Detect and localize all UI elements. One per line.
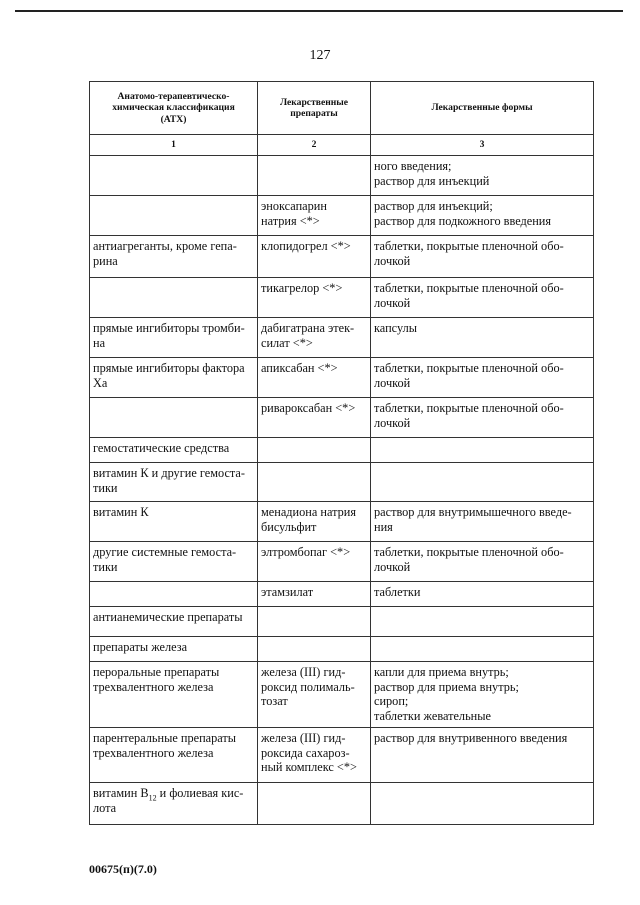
drug-cell: менадиона натрия бисульфит bbox=[258, 502, 371, 542]
drug-cell: дабигатрана этек- силат <*> bbox=[258, 318, 371, 358]
column-number: 3 bbox=[371, 135, 594, 156]
atx-cell: пероральные препараты трехвалентного железа bbox=[90, 662, 258, 728]
drug-cell: тикагрелор <*> bbox=[258, 278, 371, 318]
atx-cell: другие системные гемоста- тики bbox=[90, 542, 258, 582]
table-row bbox=[90, 236, 594, 278]
form-cell bbox=[371, 463, 594, 502]
atx-cell: антианемические препараты bbox=[90, 607, 258, 637]
atx-cell: препараты железа bbox=[90, 637, 258, 662]
form-cell: таблетки, покрытые пленочной обо- лочкой bbox=[371, 542, 594, 582]
header-atx: Анатомо-терапевтическо- химическая классификация (АТХ) bbox=[90, 82, 258, 135]
form-cell: ного введения; раствор для инъекций bbox=[371, 156, 594, 196]
column-number-row bbox=[90, 135, 594, 156]
drug-cell bbox=[258, 607, 371, 637]
table-row bbox=[90, 278, 594, 318]
drug-cell bbox=[258, 438, 371, 463]
table-row bbox=[90, 728, 594, 783]
header-drugs: Лекарственные препараты bbox=[258, 82, 371, 135]
form-cell: раствор для внутривенного введения bbox=[371, 728, 594, 783]
page-number: 127 bbox=[309, 48, 331, 63]
drug-cell: клопидогрел <*> bbox=[258, 236, 371, 278]
table-row bbox=[90, 542, 594, 582]
form-cell: раствор для инъекций; раствор для подкожного введения bbox=[371, 196, 594, 236]
drug-cell: этамзилат bbox=[258, 582, 371, 607]
form-cell bbox=[371, 783, 594, 825]
drug-cell: апиксабан <*> bbox=[258, 358, 371, 398]
table-row bbox=[90, 358, 594, 398]
atx-cell: прямые ингибиторы фактора Ха bbox=[90, 358, 258, 398]
table-row bbox=[90, 662, 594, 728]
drug-cell: ривароксабан <*> bbox=[258, 398, 371, 438]
drug-cell bbox=[258, 156, 371, 196]
atx-cell: прямые ингибиторы тромби- на bbox=[90, 318, 258, 358]
table-row bbox=[90, 438, 594, 463]
form-cell bbox=[371, 607, 594, 637]
drug-cell bbox=[258, 783, 371, 825]
table-row bbox=[90, 398, 594, 438]
atx-cell bbox=[90, 582, 258, 607]
atx-cell: витамин К и другие гемоста- тики bbox=[90, 463, 258, 502]
form-cell: таблетки, покрытые пленочной обо- лочкой bbox=[371, 278, 594, 318]
atx-cell bbox=[90, 156, 258, 196]
atx-cell: витамин К bbox=[90, 502, 258, 542]
atx-cell: гемостатические средства bbox=[90, 438, 258, 463]
table-row bbox=[90, 318, 594, 358]
table-row bbox=[90, 607, 594, 637]
table-row bbox=[90, 156, 594, 196]
drug-cell: элтромбопаг <*> bbox=[258, 542, 371, 582]
table-row bbox=[90, 196, 594, 236]
atx-cell bbox=[90, 196, 258, 236]
top-rule bbox=[15, 10, 623, 12]
form-cell: таблетки, покрытые пленочной обо- лочкой bbox=[371, 398, 594, 438]
drug-cell: железа (III) гид- роксид полималь- тозат bbox=[258, 662, 371, 728]
atx-cell bbox=[90, 398, 258, 438]
form-cell: раствор для внутримышечного введе- ния bbox=[371, 502, 594, 542]
form-cell: таблетки, покрытые пленочной обо- лочкой bbox=[371, 236, 594, 278]
form-cell bbox=[371, 438, 594, 463]
atx-cell: витамин $В_{12}$ и фолиевая кис- лота bbox=[90, 783, 258, 825]
form-cell bbox=[371, 637, 594, 662]
drug-cell bbox=[258, 637, 371, 662]
document-code: 00675(п)(7.0) bbox=[89, 862, 157, 876]
atx-cell: антиагреганты, кроме гепа- рина bbox=[90, 236, 258, 278]
drug-cell: железа (III) гид- роксида сахароз- ный комплекс <*> bbox=[258, 728, 371, 783]
table-row bbox=[90, 582, 594, 607]
table-header-row bbox=[90, 82, 594, 135]
form-cell: таблетки, покрытые пленочной обо- лочкой bbox=[371, 358, 594, 398]
drug-cell bbox=[258, 463, 371, 502]
column-number: 1 bbox=[90, 135, 258, 156]
form-cell: капли для приема внутрь; раствор для приема внутрь; сироп; таблетки жевательные bbox=[371, 662, 594, 728]
column-number: 2 bbox=[258, 135, 371, 156]
atx-cell bbox=[90, 278, 258, 318]
header-forms: Лекарственные формы bbox=[371, 82, 594, 135]
drug-table bbox=[89, 81, 594, 825]
form-cell: таблетки bbox=[371, 582, 594, 607]
atx-cell: парентеральные препараты трехвалентного железа bbox=[90, 728, 258, 783]
table-row bbox=[90, 783, 594, 825]
table-row bbox=[90, 502, 594, 542]
form-cell: капсулы bbox=[371, 318, 594, 358]
table-row bbox=[90, 463, 594, 502]
drug-cell: эноксапарин натрия <*> bbox=[258, 196, 371, 236]
table-row bbox=[90, 637, 594, 662]
